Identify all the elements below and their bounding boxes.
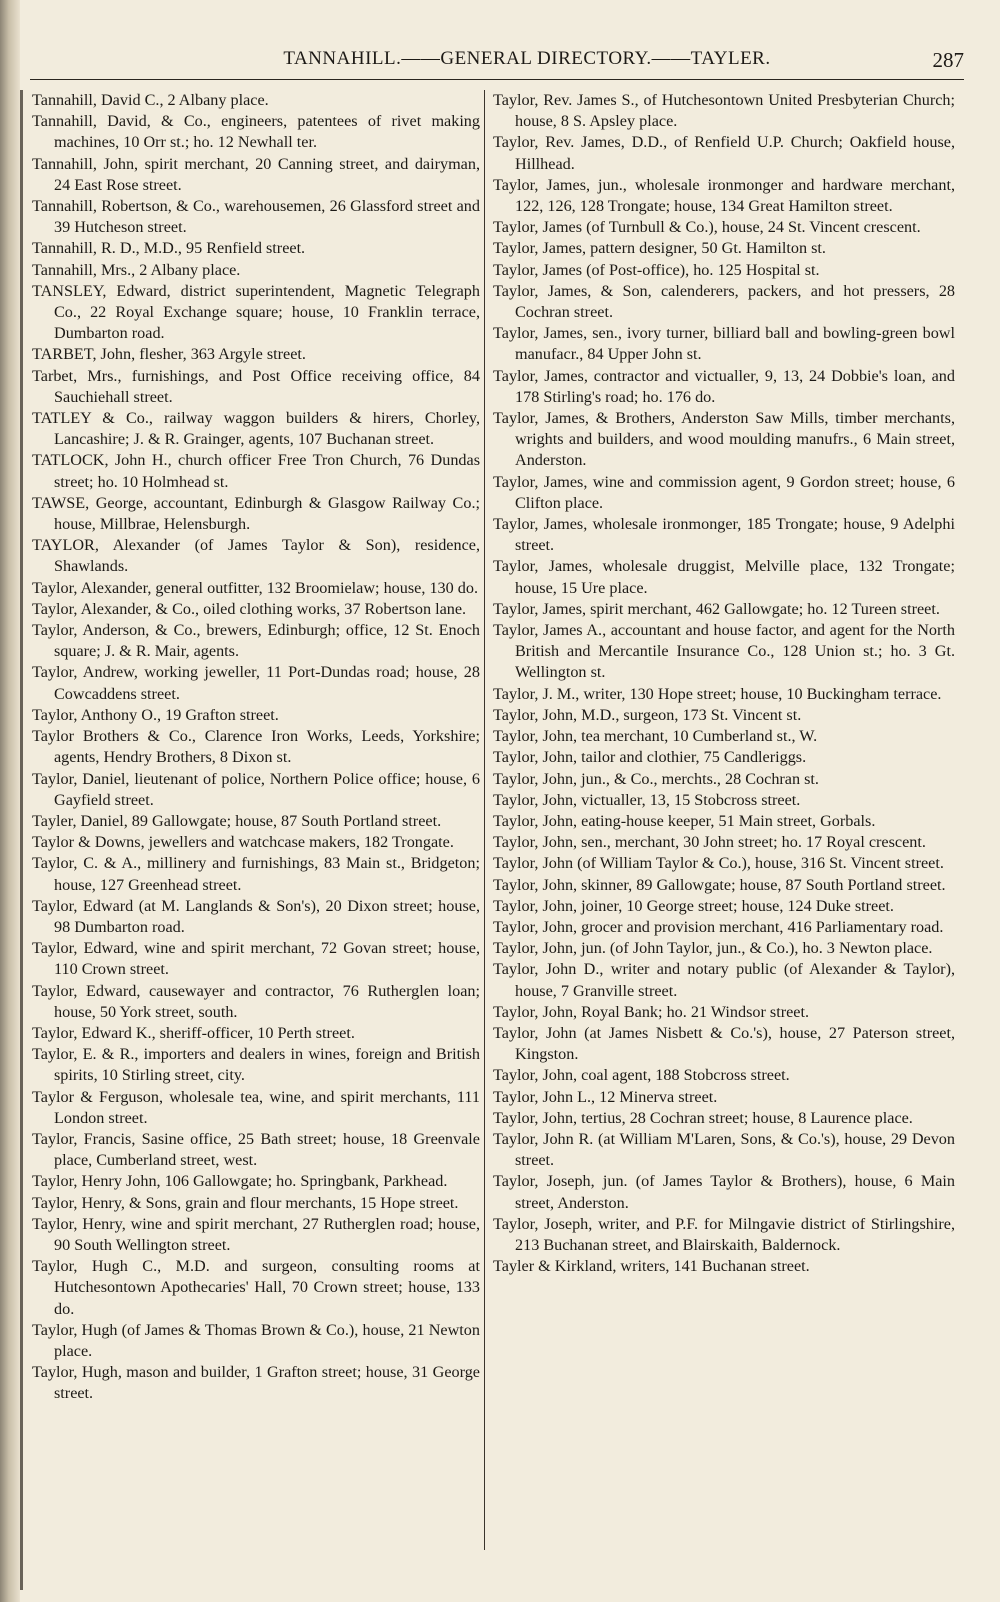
directory-entry: Tannahill, Robertson, & Co., warehousemen, 26 Glassford street and 39 Hutcheson street.	[32, 197, 480, 237]
directory-entry: Taylor, James, wholesale druggist, Melville place, 132 Trongate; house, 15 Ure place.	[493, 557, 955, 597]
directory-entry: TAWSE, George, accountant, Edinburgh & Glasgow Railway Co.; house, Millbrae, Helensburgh.	[32, 493, 480, 534]
directory-entry: TANSLEY, Edward, district superintendent, Magnetic Telegraph Co., 22 Royal Exchange square; house, 10 Franklin terrace, Dumbarton road.	[32, 281, 480, 343]
directory-entry: Taylor, C. & A., millinery and furnishings, 83 Main st., Bridgeton; house, 127 Greenhead street.	[32, 854, 480, 894]
directory-entry: Taylor, E. & R., importers and dealers in wines, foreign and British spirits, 10 Stirling street, city.	[32, 1045, 480, 1085]
directory-entry: Taylor, Henry John, 106 Gallowgate; ho. Springbank, Parkhead.	[32, 1172, 448, 1191]
column-divider	[484, 90, 485, 1550]
directory-entry: Taylor, John, grocer and provision merchant, 416 Parliamentary road.	[493, 917, 944, 936]
directory-entry: Taylor, Henry, wine and spirit merchant, 27 Rutherglen road; house, 90 South Wellington street.	[32, 1214, 480, 1254]
directory-entry: Taylor, John (of William Taylor & Co.), house, 316 St. Vincent street.	[493, 854, 944, 873]
directory-entry: Taylor & Downs, jewellers and watchcase makers, 182 Trongate.	[32, 833, 454, 852]
page-header	[30, 48, 964, 74]
directory-entry: Tannahill, Mrs., 2 Albany place.	[32, 260, 241, 279]
directory-entry: Taylor, James (of Turnbull & Co.), house, 24 St. Vincent crescent.	[493, 218, 921, 237]
running-head: TANNAHILL.——GENERAL DIRECTORY.——TAYLER.	[283, 48, 771, 69]
directory-entry: Taylor, John, skinner, 89 Gallowgate; house, 87 South Portland street.	[493, 875, 946, 894]
directory-entry: Taylor, Henry, & Sons, grain and flour merchants, 15 Hope street.	[32, 1193, 459, 1212]
directory-entry: Taylor, James A., accountant and house factor, and agent for the North British and Mercantile Insurance Co., 128 Union st.; ho. 3 Gt. Wellington st.	[493, 621, 955, 682]
directory-entry: Taylor, John, Royal Bank; ho. 21 Windsor street.	[493, 1002, 810, 1021]
directory-entry: Taylor, Joseph, writer, and P.F. for Milngavie district of Stirlingshire, 213 Buchanan street, and Blairskaith, Baldernock.	[493, 1214, 955, 1254]
directory-entry: Taylor, Francis, Sasine office, 25 Bath street; house, 18 Greenvale place, Cumberland street, west.	[32, 1129, 480, 1170]
directory-entry: Tannahill, John, spirit merchant, 20 Canning street, and dairyman, 24 East Rose street.	[32, 154, 480, 194]
directory-entry: Taylor, James, jun., wholesale ironmonger and hardware merchant, 122, 126, 128 Trongate; house, 134 Great Hamilton street.	[493, 175, 955, 216]
directory-entry: Taylor, John, jun., & Co., merchts., 28 Cochran st.	[493, 769, 819, 788]
directory-entry: Taylor, James, spirit merchant, 462 Gallowgate; ho. 12 Tureen street.	[493, 599, 940, 618]
directory-entry: Tannahill, David, & Co., engineers, patentees of rivet making machines, 10 Orr st.; ho. 12 Newhall ter.	[32, 112, 480, 152]
directory-entry: Taylor, Alexander, & Co., oiled clothing works, 37 Robertson lane.	[32, 599, 467, 618]
directory-entry: Taylor, Daniel, lieutenant of police, Northern Police office; house, 6 Gayfield street.	[32, 769, 480, 809]
directory-entry: Taylor, Edward K., sheriff-officer, 10 Perth street.	[32, 1023, 355, 1042]
directory-entry: Taylor, Alexander, general outfitter, 132 Broomielaw; house, 130 do.	[32, 578, 479, 597]
directory-entry: Taylor, John, tailor and clothier, 75 Candleriggs.	[493, 748, 807, 767]
directory-entry: Taylor, James, sen., ivory turner, billiard ball and bowling-green bowl manufacr., 84 Upper John st.	[493, 324, 955, 364]
directory-entry: Taylor, James, wholesale ironmonger, 185 Trongate; house, 9 Adelphi street.	[493, 515, 955, 555]
binding-edge-line	[20, 90, 23, 1590]
directory-entry: Taylor, Edward (at M. Langlands & Son's), 20 Dixon street; house, 98 Dumbarton road.	[32, 896, 480, 936]
directory-entry: TATLOCK, John H., church officer Free Tron Church, 76 Dundas street; ho. 10 Holmhead st.	[32, 451, 480, 491]
page-number: 287	[932, 48, 964, 72]
directory-entry: Taylor, Hugh (of James & Thomas Brown & Co.), house, 21 Newton place.	[32, 1320, 480, 1360]
directory-entry: Taylor, James, wine and commission agent, 9 Gordon street; house, 6 Clifton place.	[493, 472, 955, 512]
directory-entry: TARBET, John, flesher, 363 Argyle street.	[32, 345, 306, 364]
directory-entry: Taylor, John, coal agent, 188 Stobcross street.	[493, 1066, 790, 1085]
directory-entry: Taylor, John, M.D., surgeon, 173 St. Vincent st.	[493, 705, 802, 724]
directory-entry: Taylor, John, sen., merchant, 30 John street; ho. 17 Royal crescent.	[493, 833, 926, 852]
directory-entry: Taylor, John L., 12 Minerva street.	[493, 1087, 718, 1106]
directory-entry: Taylor, James, & Brothers, Anderston Saw Mills, timber merchants, wrights and builders, and wood moulding manufrs., 6 Main street, Anderston.	[493, 409, 955, 470]
directory-entry: Taylor, James, & Son, calenderers, packers, and hot pressers, 28 Cochran street.	[493, 281, 955, 322]
directory-entry: Tayler & Kirkland, writers, 141 Buchanan street.	[493, 1257, 810, 1276]
right-column	[493, 90, 955, 1277]
directory-entry: Taylor, John, tea merchant, 10 Cumberland st., W.	[493, 727, 818, 746]
directory-entry: Taylor, James, pattern designer, 50 Gt. Hamilton st.	[493, 239, 826, 258]
directory-entry: Taylor, Rev. James, D.D., of Renfield U.P. Church; Oakfield house, Hillhead.	[493, 133, 955, 173]
directory-entry: Taylor, James (of Post-office), ho. 125 Hospital st.	[493, 260, 820, 279]
directory-entry: Taylor, Hugh C., M.D. and surgeon, consulting rooms at Hutchesontown Apothecaries' Hall, 70 Crown street; house, 133 do.	[32, 1257, 480, 1318]
header-rule	[30, 79, 964, 80]
directory-entry: Taylor, John, victualler, 13, 15 Stobcross street.	[493, 790, 801, 809]
directory-entry: TAYLOR, Alexander (of James Taylor & Son), residence, Shawlands.	[32, 536, 480, 576]
directory-entry: Taylor, John D., writer and notary public (of Alexander & Taylor), house, 7 Granville street.	[493, 960, 955, 1000]
directory-entry: Taylor, John R. (at William M'Laren, Sons, & Co.'s), house, 29 Devon street.	[493, 1129, 955, 1170]
book-binding-shadow	[0, 0, 20, 1602]
directory-entry: Taylor, J. M., writer, 130 Hope street; house, 10 Buckingham terrace.	[493, 684, 942, 703]
directory-entry: TATLEY & Co., railway waggon builders & hirers, Chorley, Lancashire; J. & R. Grainger, agents, 107 Buchanan street.	[32, 409, 480, 449]
left-column	[32, 90, 480, 1405]
directory-entry: Tannahill, R. D., M.D., 95 Renfield street.	[32, 239, 306, 258]
directory-entry: Tannahill, David C., 2 Albany place.	[32, 91, 269, 109]
directory-entry: Taylor, John, tertius, 28 Cochran street; house, 8 Laurence place.	[493, 1108, 913, 1127]
directory-entry: Taylor, Edward, wine and spirit merchant, 72 Govan street; house, 110 Crown street.	[32, 939, 480, 979]
directory-entry: Tarbet, Mrs., furnishings, and Post Office receiving office, 84 Sauchiehall street.	[32, 366, 480, 406]
directory-entry: Taylor, Hugh, mason and builder, 1 Grafton street; house, 31 George street.	[32, 1363, 480, 1403]
directory-entry: Taylor, Anthony O., 19 Grafton street.	[32, 705, 279, 724]
directory-entry: Taylor Brothers & Co., Clarence Iron Works, Leeds, Yorkshire; agents, Hendry Brothers, 8 Dixon st.	[32, 727, 480, 767]
directory-entry: Taylor, Anderson, & Co., brewers, Edinburgh; office, 12 St. Enoch square; J. & R. Mair, agents.	[32, 621, 480, 661]
directory-entry: Taylor, Rev. James S., of Hutchesontown United Presbyterian Church; house, 8 S. Apsley place.	[493, 91, 955, 131]
directory-entry: Taylor & Ferguson, wholesale tea, wine, and spirit merchants, 111 London street.	[32, 1087, 480, 1127]
directory-entry: Tayler, Daniel, 89 Gallowgate; house, 87 South Portland street.	[32, 811, 442, 830]
directory-entry: Taylor, Andrew, working jeweller, 11 Port-Dundas road; house, 28 Cowcaddens street.	[32, 663, 480, 703]
directory-entry: Taylor, John (at James Nisbett & Co.'s), house, 27 Paterson street, Kingston.	[493, 1023, 955, 1064]
directory-entry: Taylor, John, jun. (of John Taylor, jun., & Co.), ho. 3 Newton place.	[493, 939, 933, 958]
directory-entry: Taylor, Joseph, jun. (of James Taylor & Brothers), house, 6 Main street, Anderston.	[493, 1172, 955, 1212]
directory-entry: Taylor, James, contractor and victualler, 9, 13, 24 Dobbie's loan, and 178 Stirling's road; ho. 176 do.	[493, 366, 955, 406]
directory-entry: Taylor, John, joiner, 10 George street; house, 124 Duke street.	[493, 896, 894, 915]
directory-entry: Taylor, Edward, causewayer and contractor, 76 Rutherglen loan; house, 50 York street, south.	[32, 981, 480, 1021]
directory-entry: Taylor, John, eating-house keeper, 51 Main street, Gorbals.	[493, 811, 876, 830]
